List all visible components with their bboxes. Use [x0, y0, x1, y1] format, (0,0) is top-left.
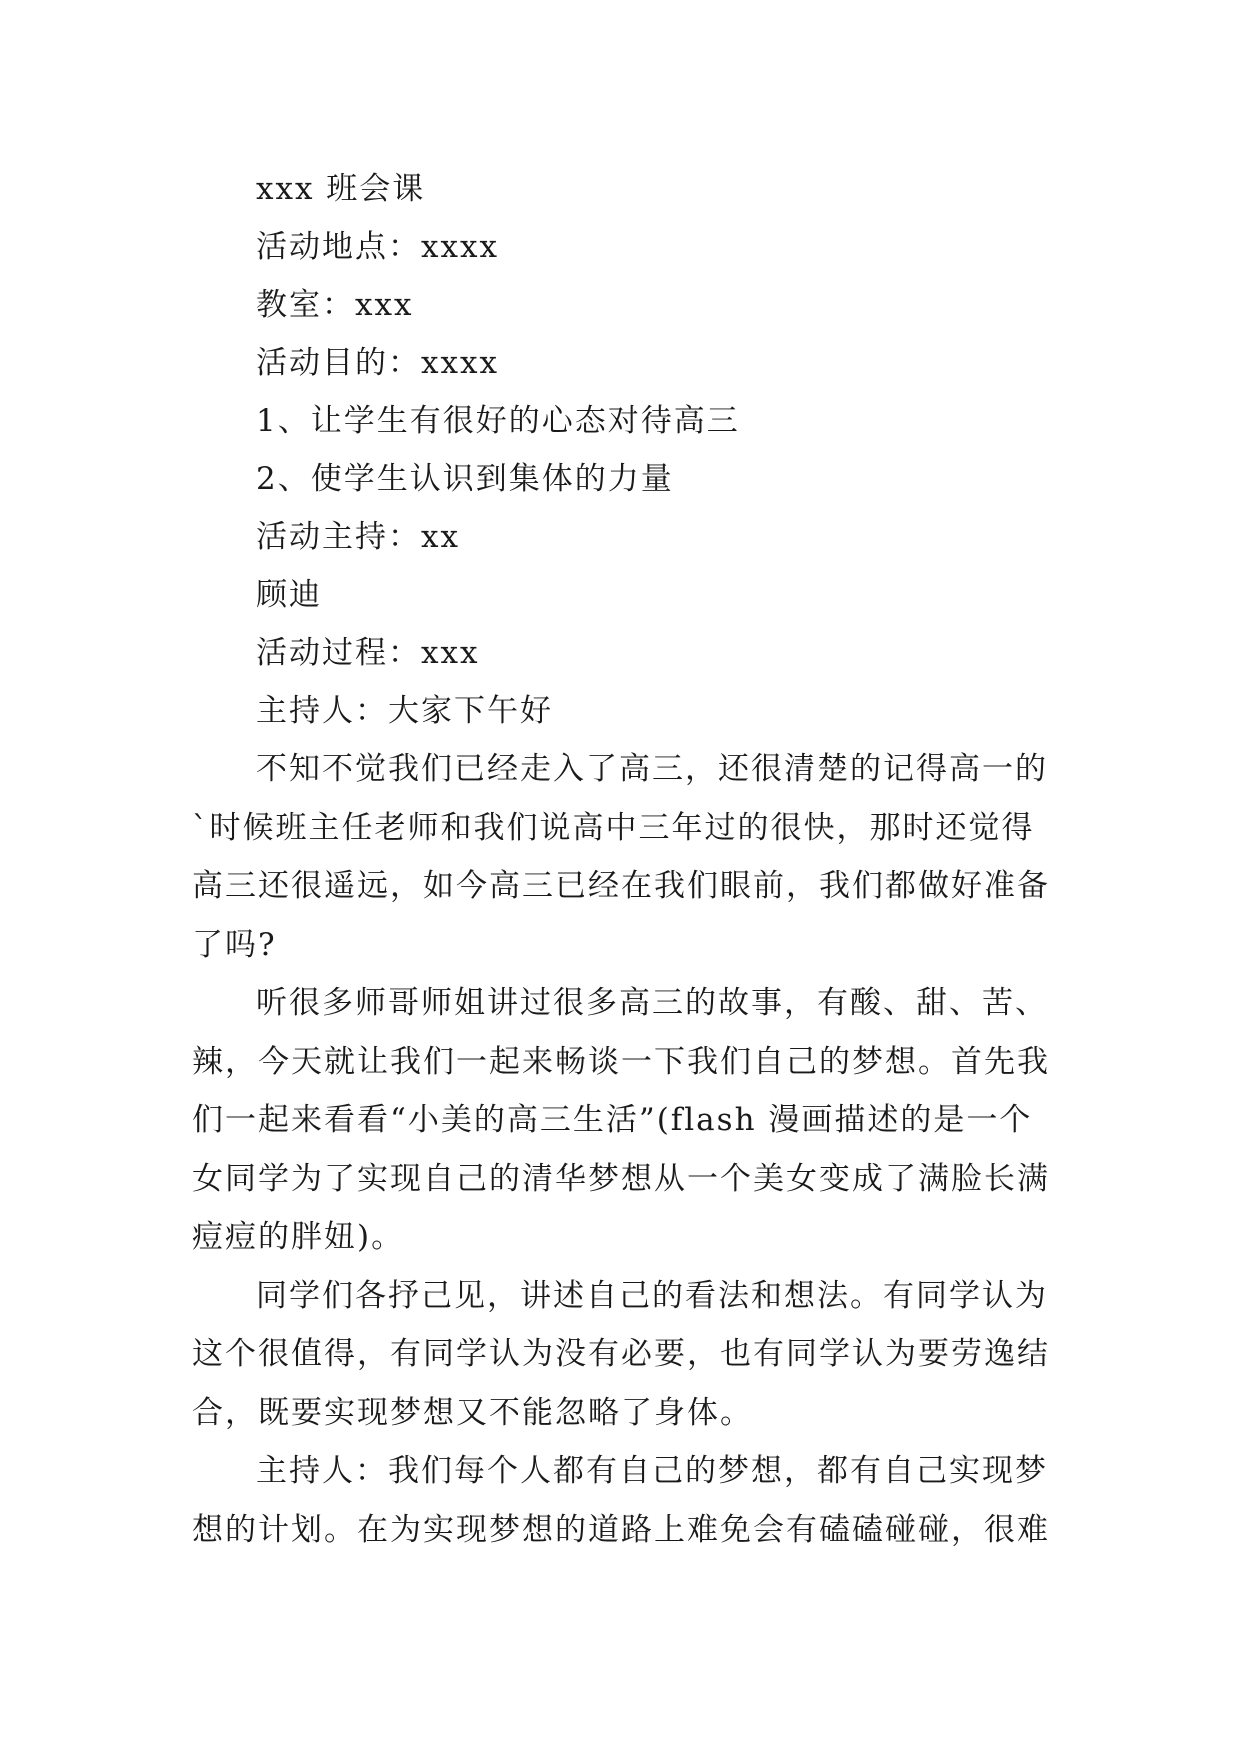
activity-purpose: 活动目的：xxxx: [256, 345, 499, 381]
activity-host: 活动主持：xx: [256, 519, 460, 555]
host-name: 顾迪: [256, 577, 322, 613]
document-body: [192, 160, 1062, 1559]
class-title: xxx 班会课: [256, 171, 426, 207]
host-greeting: 主持人：大家下午好: [256, 693, 553, 729]
paragraph: 听很多师哥师姐讲过很多高三的故事，有酸、甜、苦、辣，今天就让我们一起来畅谈一下我们自己的梦想。首先我们一起来看看“小美的高三生活”(flash 漫画描述的是一个女同学为了实现自己的清华梦想从一个美女变成了满脸长满痘痘的胖妞)。: [192, 985, 1050, 1255]
purpose-item-2: 2、使学生认识到集体的力量: [256, 461, 674, 497]
activity-location: 活动地点：xxxx: [256, 229, 499, 265]
paragraph: 主持人：我们每个人都有自己的梦想，都有自己实现梦想的计划。在为实现梦想的道路上难免会有磕磕碰碰，很难: [192, 1453, 1050, 1548]
paragraph: 不知不觉我们已经走入了高三，还很清楚的记得高一的`时候班主任老师和我们说高中三年过的很快，那时还觉得高三还很遥远，如今高三已经在我们眼前，我们都做好准备了吗?: [192, 751, 1050, 963]
activity-process: 活动过程：xxx: [256, 635, 480, 671]
purpose-item-1: 1、让学生有很好的心态对待高三: [256, 403, 740, 439]
classroom: 教室：xxx: [256, 287, 414, 323]
paragraph: 同学们各抒己见，讲述自己的看法和想法。有同学认为这个很值得，有同学认为没有必要，也有同学认为要劳逸结合，既要实现梦想又不能忽略了身体。: [192, 1277, 1050, 1431]
